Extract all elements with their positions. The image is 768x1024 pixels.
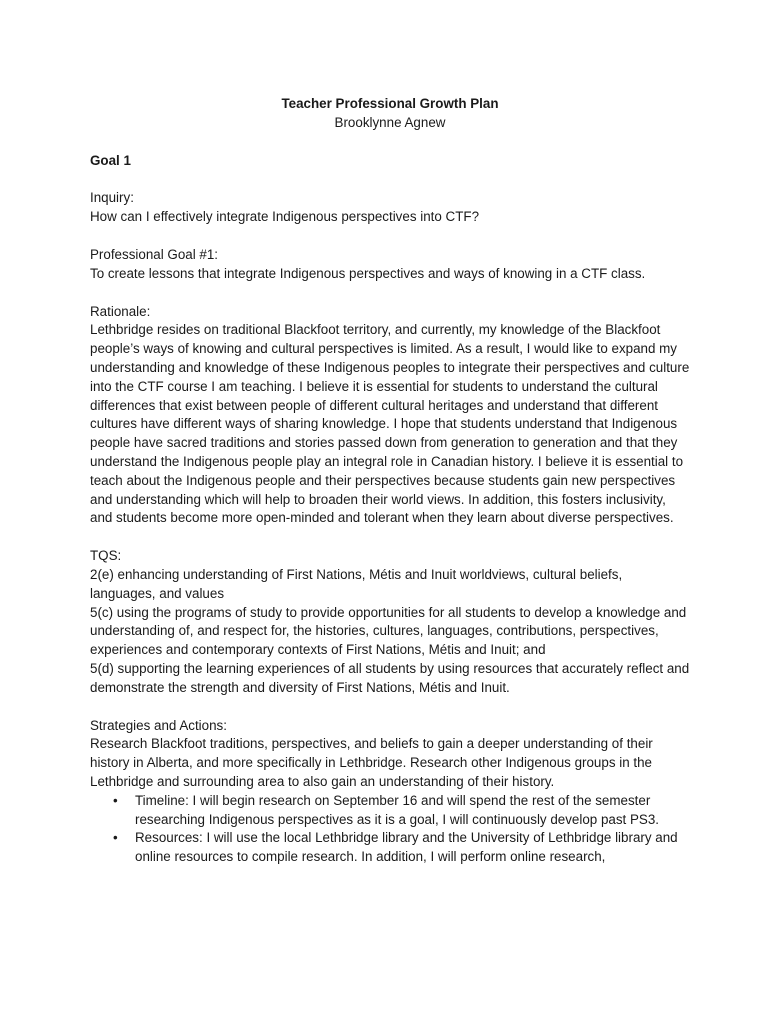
document-title: Teacher Professional Growth Plan: [281, 96, 499, 111]
bullet-icon: •: [113, 830, 118, 846]
tqs-item: 2(e) enhancing understanding of First Nations, Métis and Inuit worldviews, cultural beliefs, languages, and values: [90, 566, 623, 601]
document-body: [90, 95, 690, 867]
tqs-section: [90, 547, 690, 697]
tqs-label: TQS:: [90, 548, 122, 564]
inquiry-text: How can I effectively integrate Indigenous perspectives into CTF?: [90, 209, 480, 225]
goal-heading: Goal 1: [90, 152, 131, 168]
professional-goal-section: [90, 246, 690, 284]
professional-goal-label: Professional Goal #1:: [90, 246, 219, 262]
strategies-section: [90, 717, 690, 867]
tqs-item: 5(c) using the programs of study to provide opportunities for all students to develop a knowledge and understanding of, and respect for, the histories, cultures, languages, contributions, perspectives, experiences and contemporary contexts of First Nations, Métis and Inuit; and: [90, 604, 687, 658]
professional-goal-text: To create lessons that integrate Indigenous perspectives and ways of knowing in a CTF class.: [90, 265, 646, 281]
list-item: [113, 792, 690, 830]
strategies-list: [90, 792, 690, 867]
list-item: [113, 829, 690, 867]
list-item-text: Timeline: I will begin research on September 16 and will spend the rest of the semester researching Indigenous perspectives as it is a goal, I will continuously develop past PS3.: [135, 792, 660, 827]
strategies-label: Strategies and Actions:: [90, 717, 227, 733]
document-author: Brooklynne Agnew: [334, 114, 446, 130]
rationale-section: [90, 303, 690, 529]
inquiry-label: Inquiry:: [90, 190, 134, 206]
rationale-text: Lethbridge resides on traditional Blackfoot territory, and currently, my knowledge of the Blackfoot people’s ways of knowing and cultural perspectives is limited. As a result, I would like to expand my understanding and knowledge of these Indigenous peoples to integrate their perspectives and culture into the CTF course I am teaching. I believe it is essential for students to understand the cultural differences that exist between people of different cultural heritages and understand that different cultures have different ways of sharing knowledge. I hope that students understand that Indigenous people have sacred traditions and stories passed down from generation to generation and that they understand the Indigenous people play an integral role in Canadian history. I believe it is essential to teach about the Indigenous people and their perspectives because students gain new perspectives and understanding which will help to broaden their world views. In addition, this fosters inclusivity, and students become more open-minded and tolerant when they learn about diverse perspectives.: [90, 322, 690, 526]
rationale-label: Rationale:: [90, 303, 151, 319]
strategies-text: Research Blackfoot traditions, perspectives, and beliefs to gain a deeper understanding of their history in Alberta, and more specifically in Lethbridge. Research other Indigenous groups in the Lethbridge and surrounding area to also gain an understanding of their history.: [90, 736, 653, 789]
list-item-text: Resources: I will use the local Lethbridge library and the University of Lethbridge library and online resources to compile research. In addition, I will perform online research,: [135, 830, 678, 865]
bullet-icon: •: [113, 792, 118, 808]
inquiry-section: [90, 189, 690, 227]
tqs-item: 5(d) supporting the learning experiences of all students by using resources that accurately reflect and demonstrate the strength and diversity of First Nations, Métis and Inuit.: [90, 660, 690, 695]
